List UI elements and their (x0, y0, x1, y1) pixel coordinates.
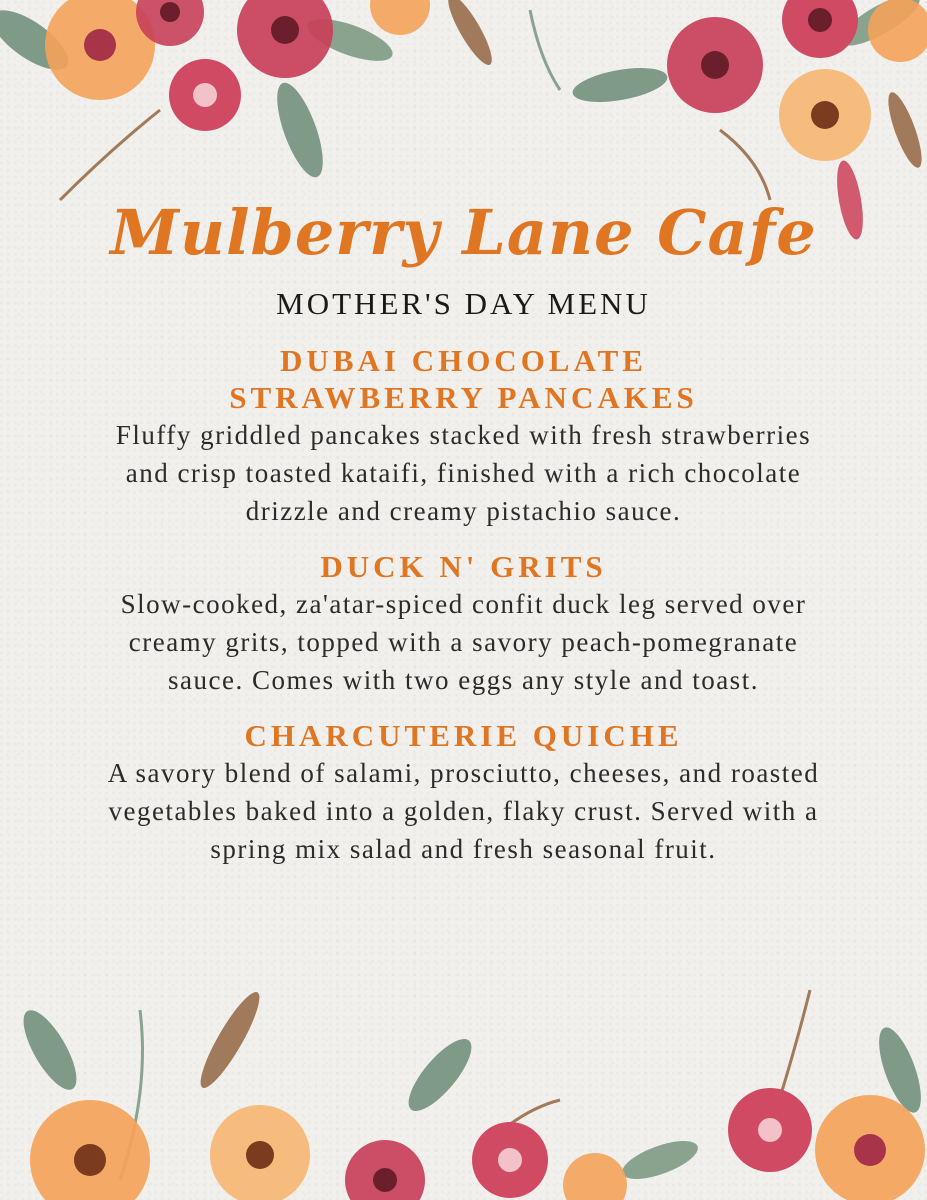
flower-icon (30, 1088, 925, 1200)
menu-item-name: DUCK N' GRITS (320, 549, 607, 584)
cafe-name: Mulberry Lane Cafe (110, 196, 817, 269)
menu-item-description: Slow-cooked, za'atar-spiced confit duck leg served over creamy grits, topped with a savory peach-pomegranate sauce. Comes with two eggs any style and toast. (120, 589, 807, 695)
menu-content (0, 190, 927, 886)
menu-item-name: DUBAI CHOCOLATE STRAWBERRY PANCAKES (229, 343, 698, 415)
menu-item-name: CHARCUTERIE QUICHE (244, 718, 683, 753)
menu-title: MOTHER'S DAY MENU (276, 286, 651, 321)
menu-item (0, 717, 927, 868)
menu-item-description: A savory blend of salami, prosciutto, cheeses, and roasted vegetables baked into a golden, flaky crust. Served with a spring mix salad and fresh seasonal fruit. (107, 758, 820, 864)
menu-item (0, 548, 927, 699)
flower-icon (45, 0, 927, 161)
floral-border-bottom (0, 980, 927, 1200)
menu-item (0, 342, 927, 530)
menu-item-description: Fluffy griddled pancakes stacked with fresh strawberries and crisp toasted kataifi, finished with a rich chocolate drizzle and creamy pistachio sauce. (115, 420, 812, 526)
